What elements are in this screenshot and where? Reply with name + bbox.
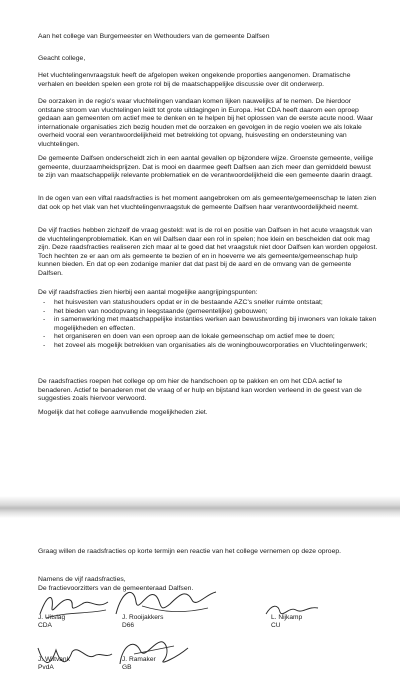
signatory-name: J. Wiltvank [38,656,70,663]
paragraph-2: De oorzaken in de regio's waar vluchtelingen vandaan komen lijken nauwelijks af te nemen. De hierdoor ontstane stroom van vluchtelingen leidt tot grote uitdagingen in Europa. Het CDA heeft daarom een oproep gedaan aan gemeenten om actief mee te denken en te helpen bij het oplossen van de eerste acute nood. Waar internationale organisaties zich bezig houden met de oorzaken en gevolgen in de regio voelen we als lokale overheid vooral een verantwoordelijkheid met betrekking tot opvang, huisvesting en ondersteuning van vluchtelingen. [38,98,373,148]
salutation: Geacht college, [38,55,86,62]
paragraph-4: In de ogen van een viftal raadsfracties is het moment aangebroken om als gemeente/gemeenschap te laten zien dat ook op het vlak van het vluchtelingenvraagstuk de gemeente Dalfsen haar verantwoordelijkheid neemt. [38,195,377,211]
list-intro: De vijf raadsfracties zien hierbij een aantal mogelijke aangrijpingspunten: [38,289,258,296]
signatory-party: CU [271,622,281,629]
signatory-party: PvdA [38,664,54,671]
list-item: - het bieden van noodopvang in leegstaande (gemeentelijke) gebouwen; [38,308,378,317]
reaction-request: Graag willen de raadsfracties op korte termijn een reactie van het college vernemen op deze oproep. [38,548,342,555]
signatory-party: GB [122,664,132,671]
paragraph-3: De gemeente Dalfsen onderscheidt zich in een aantal gevallen op bijzondere wijze. Groenste gemeente, veilige gemeente, duurzaamheidsprijzen. Dat is mooi en daarmee geeft Dalfsen aan zich meer dan gemiddeld bewust te zijn van maatschappelijk relevante problematiek en de verantwoordelijkheid die een gemeente daarin draagt. [38,155,374,180]
page-fold-shadow [0,496,400,518]
list-item: - in samenwerking met maatschappelijke instanties werken aan bewustwording bij inwoners van lokale taken mogelijkheden en effecten. [38,316,378,333]
signoff-line-1: Namens de vijf raadsfracties, [38,576,126,583]
closing-paragraph-1: De raadsfracties roepen het college op om hier de handschoen op te pakken en om het CDA actief te benaderen. Actief te benaderen met de vraag of er hulp en bijstand kan worden verleend in de geest van de suggesties zoals hiervoor verwoord. [38,378,362,403]
list-item: - het organiseren en doen van een oproep aan de lokale gemeenschap om actief mee te doen; [38,333,378,342]
paragraph-5: De vijf fracties hebben zichzelf de vraag gesteld: wat is de rol en positie van Dalfsen in het acute vraagstuk van de vluchtelingenproblematiek. Kan en wil Dalfsen daar een rol in spelen; hoe klein en bescheiden dat ook mag zijn. Deze raadsfracties realiseren zich maar al te goed dat het vraagstuk niet door Dalfsen kan worden opgelost. Toch hechten ze er aan om als gemeente te bezien of en in hoeverre we als gemeente/gemeenschap hulp kunnen bieden. En dat op een zodanige manier dat dat past bij de aard en de omvang van de gemeente Dalfsen. [38,227,378,277]
closing-paragraph-2: Mogelijk dat het college aanvullende mogelijkheden ziet. [38,409,208,416]
aangrijpingspunten-list [38,299,378,351]
signoff-line-2: De fractievoorzitters van de gemeenteraad Dalfsen. [38,585,194,592]
signatory-name: J. Uitslag [38,614,66,621]
signatory-name: L. Nijkamp [271,614,303,621]
list-item: - het zoveel als mogelijk betrekken van organisaties als de woningbouwcorporaties en Vluchtelingenwerk; [38,342,378,351]
signatory-name: J. Rooijakkers [122,614,164,621]
signatory-party: CDA [38,622,52,629]
list-item: - het huisvesten van statushouders opdat er in de bestaande AZC's sneller ruimte ontstaat; [38,299,378,308]
signatory-name: J. Ramaker [122,656,156,663]
paragraph-1: Het vluchtelingenvraagstuk heeft de afgelopen weken ongekende proporties aangenomen. Dramatische verhalen en beelden spelen een grote rol bij de maatschappelijke discussie over dit onderwerp. [38,72,351,88]
signatory-party: D66 [122,622,135,629]
addressee-line: Aan het college van Burgemeester en Wethouders van de gemeente Dalfsen [38,33,270,40]
